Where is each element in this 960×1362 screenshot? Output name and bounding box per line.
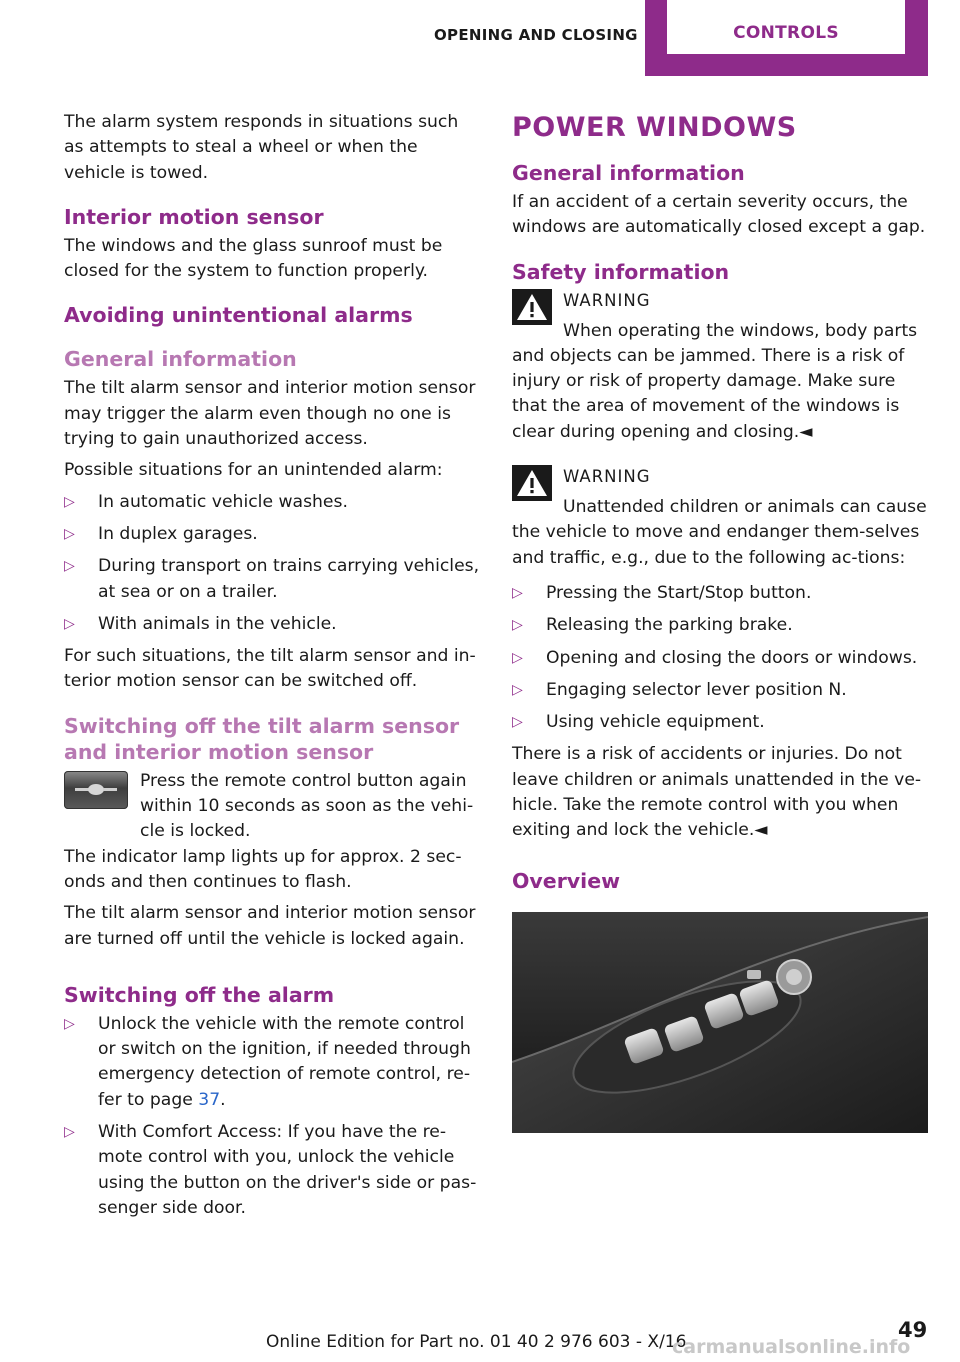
overview-heading: Overview <box>512 868 621 893</box>
page-link[interactable]: 37 <box>198 1089 221 1110</box>
list-item: ▷ In automatic vehicle washes. <box>64 490 482 515</box>
window-switch-photo <box>512 912 928 1133</box>
safety-info-heading: Safety information <box>512 259 730 284</box>
page-header <box>0 0 960 76</box>
interior-motion-heading: Interior motion sensor <box>64 204 324 229</box>
warning-text: Unattended children or animals can cause the vehicle to move and endanger them-selves and traffic, e.g., due to the following ac-tions: <box>512 497 927 568</box>
right-column <box>512 110 930 1137</box>
triangle-bullet-icon: ▷ <box>512 681 523 698</box>
unintended-alarm-list <box>64 490 482 637</box>
triangle-bullet-icon: ▷ <box>512 584 523 601</box>
list-item: ▷ Pressing the Start/Stop button. <box>512 581 930 606</box>
footer-edition: Online Edition for Part no. 01 40 2 976 603 - X/16 <box>266 1332 687 1352</box>
list-item: ▷ With animals in the vehicle. <box>64 612 482 637</box>
triangle-bullet-icon: ▷ <box>512 649 523 666</box>
switch-alarm-heading: Switching off the alarm <box>64 982 335 1007</box>
remote-button-text: Press the remote control button again within 10 seconds as soon as the vehi-cle is locked. <box>140 770 474 842</box>
list-item: ▷ Opening and closing the doors or windows. <box>512 646 930 671</box>
warning-title: WARNING <box>563 290 651 310</box>
list-item: ▷ Unlock the vehicle with the remote control or switch on the ignition, if needed through emergency detection of remote control, re-fer to page 37. <box>64 1013 471 1110</box>
avoiding-text-2: Possible situations for an unintended alarm: <box>64 460 443 481</box>
avoiding-text-1: The tilt alarm sensor and interior motion sensor may trigger the alarm even though no one is trying to gain unauthorized access. <box>64 378 476 450</box>
warning-title: WARNING <box>563 467 651 487</box>
triangle-bullet-icon: ▷ <box>64 615 75 632</box>
left-column <box>64 110 482 1228</box>
list-item: ▷ In duplex garages. <box>64 522 482 547</box>
triangle-bullet-icon: ▷ <box>64 1124 75 1141</box>
triangle-bullet-icon: ▷ <box>64 493 75 510</box>
switch-alarm-list <box>64 1012 482 1221</box>
list-item: ▷ With Comfort Access: If you have the re-mote control with you, unlock the vehicle using the button on the driver's side or pas-senger side door. <box>64 1122 477 1218</box>
safety-closing-text: There is a risk of accidents or injuries. Do not leave children or animals unattended in the ve-hicle. Take the remote control with you when exiting and lock the vehicle.◄ <box>512 744 922 841</box>
general-info-text: If an accident of a certain severity occurs, the windows are automatically closed except a gap. <box>512 192 926 238</box>
actions-list <box>512 581 930 735</box>
triangle-bullet-icon: ▷ <box>64 525 75 542</box>
watermark: carmanualsonline.info <box>672 1336 911 1358</box>
list-item: ▷ During transport on trains carrying vehicles, at sea or on a trailer. <box>64 556 480 602</box>
avoiding-alarms-heading: Avoiding unintentional alarms <box>64 303 413 328</box>
list-item: ▷ Using vehicle equipment. <box>512 710 930 735</box>
general-info-subheading: General information <box>64 347 297 372</box>
warning-triangle-icon <box>512 289 552 325</box>
section-title: OPENING AND CLOSING <box>434 26 638 44</box>
triangle-bullet-icon: ▷ <box>512 714 523 731</box>
page-number: 49 <box>898 1318 928 1342</box>
warning-block <box>512 465 930 571</box>
warning-triangle-icon <box>512 465 552 501</box>
list-item: ▷ Engaging selector lever position N. <box>512 678 930 703</box>
remote-button-instruction <box>64 769 482 845</box>
chapter-tab[interactable] <box>645 0 928 76</box>
triangle-bullet-icon: ▷ <box>64 558 75 575</box>
switch-tilt-text-1: The indicator lamp lights up for approx. 2 sec-onds and then continues to flash. <box>64 846 462 892</box>
triangle-bullet-icon: ▷ <box>64 1015 75 1032</box>
remote-control-button-icon <box>64 771 128 809</box>
general-info-heading: General information <box>512 161 745 185</box>
switch-tilt-text-2: The tilt alarm sensor and interior motion sensor are turned off until the vehicle is locked again. <box>64 903 476 949</box>
avoiding-text-3: For such situations, the tilt alarm sensor and in-terior motion sensor can be switched off. <box>64 646 476 692</box>
intro-paragraph: The alarm system responds in situations such as attempts to steal a wheel or when the vehicle is towed. <box>64 112 459 183</box>
warning-text: When operating the windows, body parts and objects can be jammed. There is a risk of injury or risk of property damage. Make sure that the area of movement of the windows is clear during opening and closing.◄ <box>512 320 918 442</box>
list-item: ▷ Releasing the parking brake. <box>512 613 930 638</box>
power-windows-title: POWER WINDOWS <box>512 112 797 143</box>
switch-tilt-heading: Switching off the tilt alarm sensor and interior motion sensor <box>64 713 460 764</box>
chapter-tab-label: CONTROLS <box>733 23 839 43</box>
warning-block <box>512 289 930 445</box>
interior-motion-text: The windows and the glass sunroof must be closed for the system to function properly. <box>64 235 443 282</box>
triangle-bullet-icon: ▷ <box>512 617 523 634</box>
